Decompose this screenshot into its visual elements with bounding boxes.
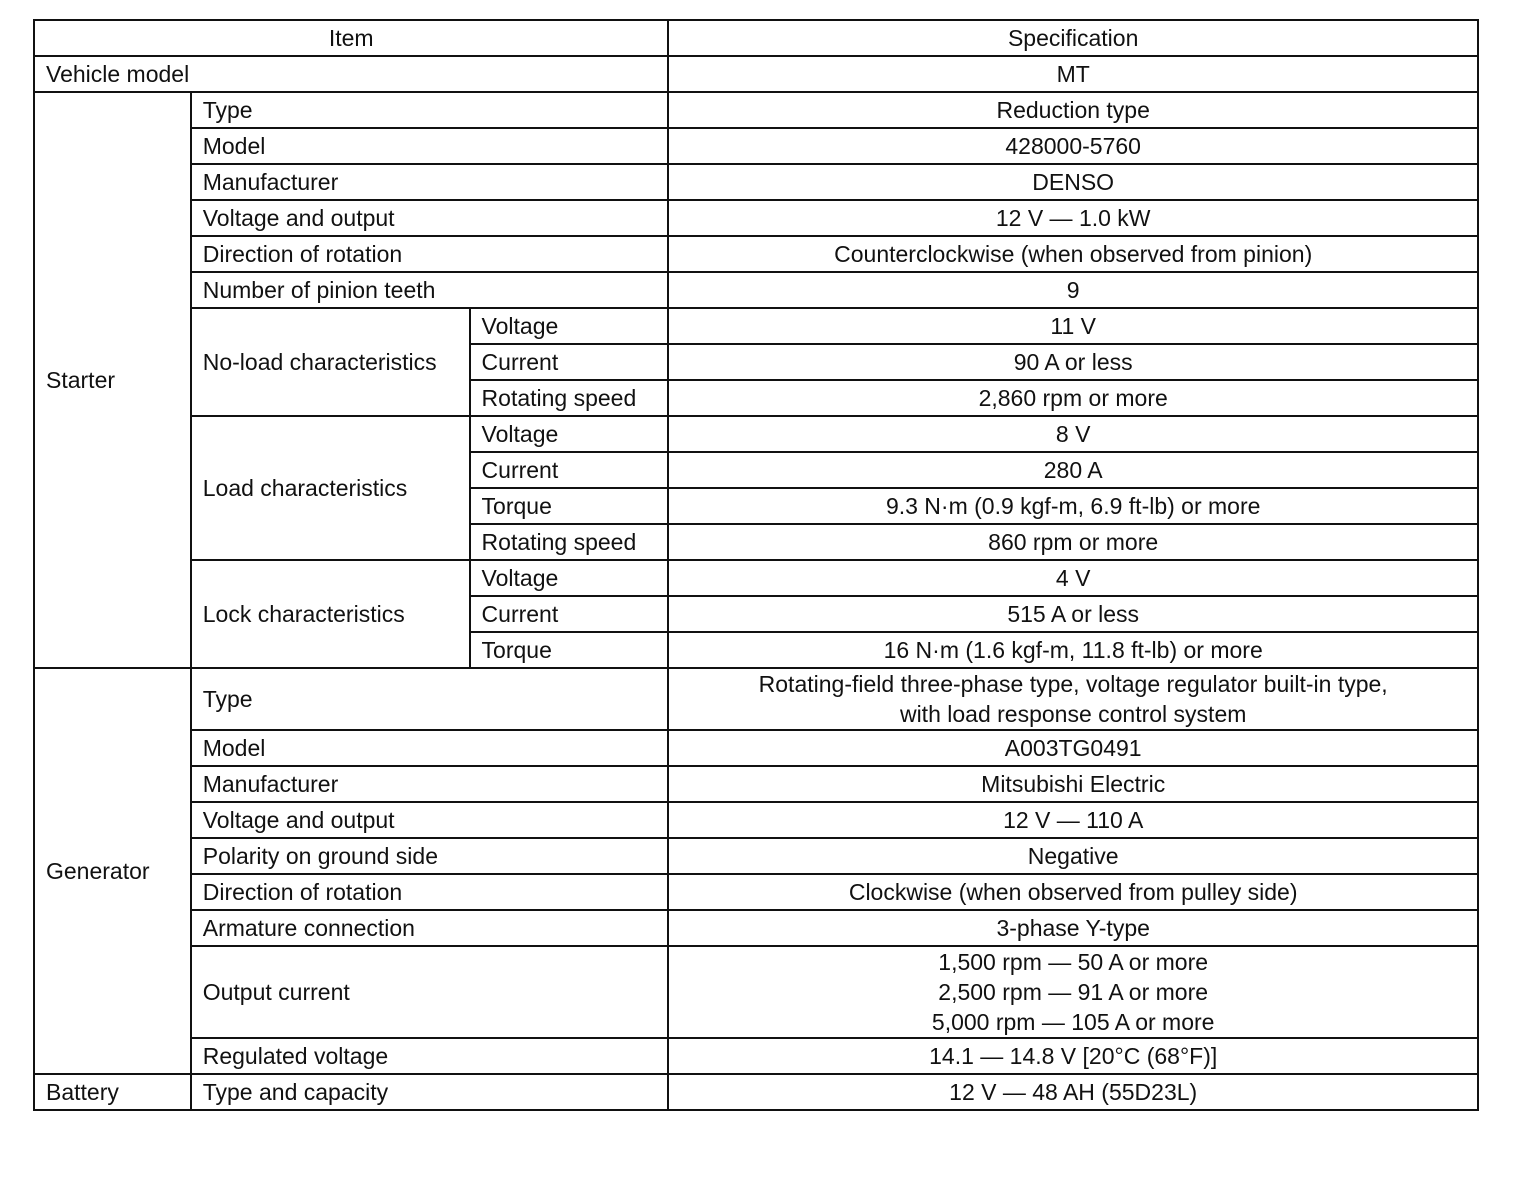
vehicle-model-label: Vehicle model bbox=[34, 56, 668, 92]
table-row bbox=[34, 838, 1478, 874]
table-row bbox=[34, 56, 1478, 92]
starter-direction-label: Direction of rotation bbox=[191, 236, 669, 272]
table-row bbox=[34, 946, 1478, 1038]
generator-model-value: A003TG0491 bbox=[668, 730, 1478, 766]
table-row bbox=[34, 236, 1478, 272]
table-row bbox=[34, 308, 1478, 344]
table-row bbox=[34, 874, 1478, 910]
output-current-line: 2,500 rpm — 91 A or more bbox=[938, 979, 1209, 1005]
starter-manufacturer-value: DENSO bbox=[668, 164, 1478, 200]
generator-polarity-value: Negative bbox=[668, 838, 1478, 874]
lock-current-value: 515 A or less bbox=[668, 596, 1478, 632]
starter-pinion-teeth-value: 9 bbox=[668, 272, 1478, 308]
generator-voltage-output-label: Voltage and output bbox=[191, 802, 669, 838]
load-current-label: Current bbox=[470, 452, 669, 488]
starter-voltage-output-label: Voltage and output bbox=[191, 200, 669, 236]
generator-direction-value: Clockwise (when observed from pulley side) bbox=[668, 874, 1478, 910]
no-load-voltage-label: Voltage bbox=[470, 308, 669, 344]
generator-regulated-voltage-label: Regulated voltage bbox=[191, 1038, 669, 1074]
table-header-row bbox=[34, 20, 1478, 56]
generator-output-current-label: Output current bbox=[191, 946, 669, 1038]
load-current-value: 280 A bbox=[668, 452, 1478, 488]
starter-label: Starter bbox=[34, 92, 191, 668]
no-load-voltage-value: 11 V bbox=[668, 308, 1478, 344]
table-row bbox=[34, 910, 1478, 946]
load-speed-value: 860 rpm or more bbox=[668, 524, 1478, 560]
starter-pinion-teeth-label: Number of pinion teeth bbox=[191, 272, 669, 308]
table-row bbox=[34, 1038, 1478, 1074]
table-row bbox=[34, 128, 1478, 164]
no-load-speed-label: Rotating speed bbox=[470, 380, 669, 416]
starter-model-value: 428000-5760 bbox=[668, 128, 1478, 164]
load-label: Load characteristics bbox=[191, 416, 470, 560]
generator-manufacturer-value: Mitsubishi Electric bbox=[668, 766, 1478, 802]
load-speed-label: Rotating speed bbox=[470, 524, 669, 560]
generator-regulated-voltage-value: 14.1 — 14.8 V [20°C (68°F)] bbox=[668, 1038, 1478, 1074]
output-current-line: 1,500 rpm — 50 A or more bbox=[938, 949, 1209, 975]
battery-label: Battery bbox=[34, 1074, 191, 1110]
table-row bbox=[34, 802, 1478, 838]
table-row bbox=[34, 92, 1478, 128]
no-load-label: No-load characteristics bbox=[191, 308, 470, 416]
no-load-current-label: Current bbox=[470, 344, 669, 380]
load-torque-value: 9.3 N·m (0.9 kgf-m, 6.9 ft-lb) or more bbox=[668, 488, 1478, 524]
battery-type-capacity-value: 12 V — 48 AH (55D23L) bbox=[668, 1074, 1478, 1110]
specification-table bbox=[33, 19, 1479, 1111]
generator-label: Generator bbox=[34, 668, 191, 1074]
lock-torque-value: 16 N·m (1.6 kgf-m, 11.8 ft-lb) or more bbox=[668, 632, 1478, 668]
starter-voltage-output-value: 12 V — 1.0 kW bbox=[668, 200, 1478, 236]
generator-armature-label: Armature connection bbox=[191, 910, 669, 946]
generator-type-value-line: with load response control system bbox=[899, 701, 1247, 727]
table-row bbox=[34, 272, 1478, 308]
lock-current-label: Current bbox=[470, 596, 669, 632]
lock-label: Lock characteristics bbox=[191, 560, 470, 668]
lock-torque-label: Torque bbox=[470, 632, 669, 668]
starter-manufacturer-label: Manufacturer bbox=[191, 164, 669, 200]
starter-type-value: Reduction type bbox=[668, 92, 1478, 128]
lock-voltage-value: 4 V bbox=[668, 560, 1478, 596]
generator-armature-value: 3-phase Y-type bbox=[668, 910, 1478, 946]
generator-direction-label: Direction of rotation bbox=[191, 874, 669, 910]
load-voltage-value: 8 V bbox=[668, 416, 1478, 452]
table-row bbox=[34, 730, 1478, 766]
table-row bbox=[34, 200, 1478, 236]
header-item: Item bbox=[34, 20, 668, 56]
output-current-line: 5,000 rpm — 105 A or more bbox=[931, 1009, 1215, 1035]
generator-model-label: Model bbox=[191, 730, 669, 766]
battery-type-capacity-label: Type and capacity bbox=[191, 1074, 669, 1110]
generator-type-label: Type bbox=[191, 668, 669, 730]
table-row bbox=[34, 560, 1478, 596]
generator-type-value-line: Rotating-field three-phase type, voltage regulator built-in type, bbox=[758, 671, 1388, 697]
table-row bbox=[34, 1074, 1478, 1110]
table-row bbox=[34, 766, 1478, 802]
generator-voltage-output-value: 12 V — 110 A bbox=[668, 802, 1478, 838]
table-row bbox=[34, 668, 1478, 730]
no-load-speed-value: 2,860 rpm or more bbox=[668, 380, 1478, 416]
table-row bbox=[34, 416, 1478, 452]
lock-voltage-label: Voltage bbox=[470, 560, 669, 596]
starter-direction-value: Counterclockwise (when observed from pinion) bbox=[668, 236, 1478, 272]
vehicle-model-value: MT bbox=[668, 56, 1478, 92]
table-row bbox=[34, 164, 1478, 200]
no-load-current-value: 90 A or less bbox=[668, 344, 1478, 380]
starter-model-label: Model bbox=[191, 128, 669, 164]
generator-polarity-label: Polarity on ground side bbox=[191, 838, 669, 874]
generator-manufacturer-label: Manufacturer bbox=[191, 766, 669, 802]
generator-output-current-value bbox=[668, 946, 1478, 1038]
load-torque-label: Torque bbox=[470, 488, 669, 524]
starter-type-label: Type bbox=[191, 92, 669, 128]
header-specification: Specification bbox=[668, 20, 1478, 56]
generator-type-value bbox=[668, 668, 1478, 730]
load-voltage-label: Voltage bbox=[470, 416, 669, 452]
